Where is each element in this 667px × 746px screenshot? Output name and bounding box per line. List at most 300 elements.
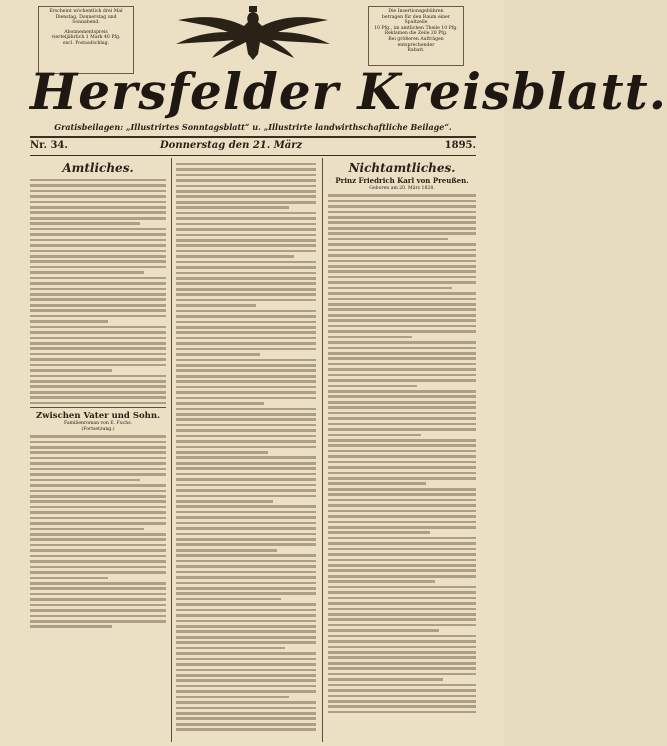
text-line	[30, 522, 166, 525]
text-line	[176, 467, 316, 470]
story-subtitle: Geboren am 20. März 1828.	[369, 186, 435, 191]
text-line	[176, 272, 316, 275]
text-line	[328, 325, 476, 328]
text-line	[30, 320, 108, 323]
text-line	[176, 522, 316, 525]
text-line	[328, 684, 476, 687]
text-line	[30, 239, 166, 242]
text-line	[328, 341, 476, 344]
text-line	[328, 553, 476, 556]
text-line	[30, 217, 166, 220]
text-line	[176, 462, 316, 465]
text-line	[30, 506, 166, 509]
box-line: Reklamen die Zeile 20 Pfg.	[384, 31, 448, 37]
text-line	[30, 604, 166, 607]
text-line	[176, 255, 294, 258]
text-line	[176, 331, 316, 334]
story-title: Zwischen Vater und Sohn.	[36, 411, 160, 422]
text-line	[176, 195, 316, 198]
text-line	[176, 717, 316, 720]
text-line	[328, 330, 476, 333]
text-line	[30, 260, 166, 263]
text-line	[328, 656, 476, 659]
text-line	[328, 194, 476, 197]
text-line	[30, 369, 112, 372]
text-line	[176, 669, 316, 672]
text-line	[30, 315, 166, 318]
text-line	[328, 477, 476, 480]
text-line	[30, 555, 166, 558]
text-line	[328, 200, 476, 203]
text-line	[328, 352, 476, 355]
text-line	[176, 223, 316, 226]
text-line	[328, 510, 476, 513]
text-line	[176, 484, 316, 487]
text-line	[30, 609, 166, 612]
text-line	[328, 238, 448, 241]
text-line	[328, 695, 476, 698]
text-line	[176, 277, 316, 280]
text-line	[30, 271, 144, 274]
box-line: Abonnementspreis	[64, 29, 108, 35]
text-line	[176, 620, 316, 623]
text-line	[30, 337, 166, 340]
text-line	[30, 462, 166, 465]
text-line	[328, 444, 476, 447]
text-line	[328, 608, 476, 611]
text-line	[176, 408, 316, 411]
text-line	[176, 163, 316, 166]
box-line: Rabatt.	[407, 48, 425, 54]
text-line	[328, 700, 476, 703]
text-line	[176, 348, 316, 351]
section-heading: Amtliches.	[62, 161, 134, 175]
text-line	[30, 233, 166, 236]
text-line	[328, 254, 476, 257]
text-line	[30, 566, 166, 569]
text-line	[328, 221, 476, 224]
text-line	[328, 390, 476, 393]
text-line	[328, 640, 476, 643]
text-line	[176, 424, 316, 427]
text-line	[30, 587, 166, 590]
text-line	[176, 206, 289, 209]
text-line	[176, 250, 316, 253]
text-line	[328, 629, 439, 632]
text-line	[328, 613, 476, 616]
text-line	[30, 385, 166, 388]
text-line	[30, 206, 166, 209]
text-line	[328, 466, 476, 469]
text-line	[176, 315, 316, 318]
text-line	[328, 559, 476, 562]
text-line	[176, 212, 316, 215]
text-line	[176, 543, 316, 546]
text-line	[30, 560, 166, 563]
text-line	[30, 549, 166, 552]
text-line	[30, 625, 112, 628]
text-line	[30, 364, 166, 367]
text-line	[328, 586, 476, 589]
column-official	[30, 160, 166, 740]
text-line	[328, 499, 476, 502]
text-line	[176, 364, 316, 367]
text-line	[30, 326, 166, 329]
text-line	[328, 319, 476, 322]
text-line	[328, 646, 476, 649]
text-line	[30, 298, 166, 301]
text-line	[30, 451, 166, 454]
text-line	[328, 493, 476, 496]
text-line	[176, 446, 316, 449]
text-line	[328, 673, 476, 676]
text-line	[30, 179, 166, 182]
text-line	[328, 385, 417, 388]
text-line	[176, 402, 264, 405]
text-line	[328, 542, 476, 545]
text-line	[176, 614, 316, 617]
text-line	[176, 685, 316, 688]
text-line	[328, 651, 476, 654]
text-line	[176, 647, 285, 650]
text-line	[30, 495, 166, 498]
text-line	[328, 575, 476, 578]
text-line	[176, 337, 316, 340]
text-line	[176, 185, 316, 188]
text-line	[176, 228, 316, 231]
text-line	[30, 347, 166, 350]
issue-date: Donnerstag den 21. März	[160, 140, 303, 151]
text-line	[176, 658, 316, 661]
text-line	[30, 190, 166, 193]
text-line	[328, 450, 476, 453]
text-line	[176, 473, 316, 476]
box-line: excl. Postaufschlag.	[62, 40, 110, 46]
text-line	[30, 402, 166, 405]
text-line	[176, 435, 316, 438]
box-line: 10 Pfg., im amtlichen Theile 10 Pfg.	[374, 25, 458, 31]
text-line	[30, 380, 166, 383]
text-line	[328, 482, 426, 485]
text-line	[328, 434, 421, 437]
text-line	[328, 602, 476, 605]
text-line	[30, 615, 166, 618]
text-line	[176, 413, 316, 416]
text-line	[328, 591, 476, 594]
text-line	[328, 624, 476, 627]
text-line	[30, 184, 166, 187]
text-line	[176, 630, 316, 633]
text-line	[328, 667, 476, 670]
text-line	[30, 222, 140, 225]
text-line	[328, 689, 476, 692]
text-line	[30, 266, 166, 269]
text-line	[176, 397, 316, 400]
text-line	[30, 255, 166, 258]
text-line	[176, 598, 281, 601]
text-line	[30, 484, 166, 487]
text-line	[328, 281, 476, 284]
text-line	[328, 472, 476, 475]
text-line	[176, 359, 316, 362]
text-line	[30, 396, 166, 399]
text-line	[30, 582, 166, 585]
text-line	[328, 662, 476, 665]
text-line	[328, 618, 476, 621]
text-line	[328, 401, 476, 404]
text-line	[30, 620, 166, 623]
text-line	[30, 309, 166, 312]
box-line: betragen für den Raum einer Spaltzeile	[381, 14, 451, 26]
text-line	[30, 544, 166, 547]
story-title: Prinz Friedrich Karl von Preußen.	[335, 176, 469, 185]
text-line	[176, 549, 277, 552]
text-line	[176, 168, 316, 171]
text-line	[328, 395, 476, 398]
box-line: vierteljährlich 1 Mark 40 Pfg.	[51, 35, 121, 41]
text-line	[176, 663, 316, 666]
text-line	[30, 468, 166, 471]
text-line	[30, 528, 144, 531]
text-line	[30, 457, 166, 460]
section-heading: Nichtamtliches.	[348, 161, 456, 175]
text-line	[176, 495, 316, 498]
text-line	[176, 342, 316, 345]
text-line	[176, 527, 316, 530]
text-line	[30, 517, 166, 520]
text-line	[30, 331, 166, 334]
text-line	[328, 428, 476, 431]
text-line	[176, 201, 316, 204]
text-line	[30, 511, 166, 514]
text-line	[176, 560, 316, 563]
text-line	[30, 500, 166, 503]
text-line	[176, 505, 316, 508]
text-line	[176, 674, 316, 677]
text-line	[328, 548, 476, 551]
text-line	[328, 243, 476, 246]
text-line	[328, 569, 476, 572]
text-line	[176, 310, 316, 313]
text-line	[30, 211, 166, 214]
text-line	[176, 641, 316, 644]
text-line	[176, 565, 316, 568]
text-line	[176, 179, 316, 182]
text-line	[30, 571, 166, 574]
text-line	[176, 375, 316, 378]
text-line	[30, 282, 166, 285]
text-line	[328, 287, 452, 290]
insertion-fees-box	[368, 6, 464, 66]
text-line	[176, 679, 316, 682]
text-line	[30, 277, 166, 280]
text-line	[30, 293, 166, 296]
text-line	[176, 538, 316, 541]
text-line	[328, 298, 476, 301]
text-line	[30, 250, 166, 253]
text-line	[328, 531, 430, 534]
text-line	[328, 260, 476, 263]
text-line	[30, 446, 166, 449]
text-line	[328, 232, 476, 235]
text-line	[176, 478, 316, 481]
text-line	[328, 249, 476, 252]
text-line	[176, 603, 316, 606]
text-line	[328, 270, 476, 273]
text-line	[176, 652, 316, 655]
text-line	[176, 418, 316, 421]
text-line	[328, 205, 476, 208]
text-line	[328, 504, 476, 507]
text-line	[328, 417, 476, 420]
text-line	[176, 391, 316, 394]
text-line	[176, 696, 289, 699]
text-line	[328, 336, 412, 339]
supplements-line: Gratisbeilagen: „Illustrirtes Sonntagsblatt“ u. „Illustrirte landwirthschaftliche Beilage“.	[54, 122, 452, 132]
text-line	[328, 308, 476, 311]
text-line	[30, 479, 140, 482]
text-line	[328, 537, 476, 540]
text-line	[30, 533, 166, 536]
text-line	[176, 429, 316, 432]
text-line	[328, 227, 476, 230]
text-line	[328, 678, 443, 681]
text-line	[328, 374, 476, 377]
text-line	[30, 228, 166, 231]
box-line: Erscheint wöchentlich drei Mal	[49, 9, 123, 14]
text-line	[176, 636, 316, 639]
text-line	[176, 293, 316, 296]
text-line	[176, 282, 316, 285]
text-line	[328, 216, 476, 219]
text-line	[176, 587, 316, 590]
text-line	[328, 406, 476, 409]
text-line	[176, 380, 316, 383]
text-line	[176, 456, 316, 459]
box-line: Die Insertionsgebühren	[388, 9, 444, 14]
text-line	[176, 266, 316, 269]
story-continuation: (Fortsetzung.)	[81, 426, 115, 432]
text-line	[328, 580, 435, 583]
text-line	[30, 538, 166, 541]
text-line	[176, 321, 316, 324]
masthead-title: Hersfelder Kreisblatt.	[30, 62, 667, 121]
text-line	[328, 303, 476, 306]
top-rule	[30, 136, 476, 138]
text-line	[328, 363, 476, 366]
text-line	[328, 439, 476, 442]
column-divider	[322, 158, 323, 742]
text-line	[328, 314, 476, 317]
text-line	[176, 690, 316, 693]
text-line	[30, 358, 166, 361]
bottom-rule	[30, 155, 476, 156]
text-line	[30, 490, 166, 493]
text-line	[328, 711, 476, 714]
text-line	[30, 441, 166, 444]
text-line	[328, 347, 476, 350]
issue-year: 1895.	[444, 140, 476, 151]
text-line	[176, 326, 316, 329]
column-middle	[176, 160, 316, 740]
text-line	[30, 201, 166, 204]
text-line	[30, 375, 166, 378]
text-line	[328, 488, 476, 491]
text-line	[328, 515, 476, 518]
text-line	[176, 707, 316, 710]
text-line	[176, 571, 316, 574]
text-line	[176, 554, 316, 557]
text-line	[30, 195, 166, 198]
text-line	[328, 276, 476, 279]
text-line	[328, 597, 476, 600]
text-line	[176, 353, 260, 356]
text-line	[176, 592, 316, 595]
text-line	[328, 357, 476, 360]
text-line	[176, 701, 316, 704]
text-line	[176, 288, 316, 291]
text-line	[328, 564, 476, 567]
text-line	[30, 473, 166, 476]
text-line	[30, 593, 166, 596]
text-line	[328, 379, 476, 382]
text-line	[176, 533, 316, 536]
text-line	[30, 342, 166, 345]
text-line	[176, 299, 316, 302]
text-line	[176, 451, 268, 454]
text-line	[176, 174, 316, 177]
text-line	[176, 440, 316, 443]
text-line	[328, 292, 476, 295]
text-line	[328, 521, 476, 524]
column-unofficial	[328, 160, 476, 740]
text-line	[30, 244, 166, 247]
text-line	[30, 577, 108, 580]
column-divider	[171, 158, 172, 742]
box-line: Dienstag, Donnerstag und Sonnabend.	[55, 14, 117, 26]
text-line	[30, 288, 166, 291]
text-line	[176, 609, 316, 612]
text-line	[176, 386, 316, 389]
text-line	[176, 244, 316, 247]
text-line	[176, 576, 316, 579]
text-line	[176, 239, 316, 242]
story-byline: Familienroman von E. Fuchs.	[63, 421, 133, 427]
text-line	[176, 516, 316, 519]
text-line	[176, 190, 316, 193]
text-line	[328, 635, 476, 638]
issue-number: Nr. 34.	[30, 140, 68, 151]
text-line	[176, 489, 316, 492]
text-line	[176, 511, 316, 514]
text-line	[176, 723, 316, 726]
text-line	[328, 265, 476, 268]
text-line	[30, 391, 166, 394]
text-line	[328, 455, 476, 458]
text-line	[328, 368, 476, 371]
text-line	[176, 712, 316, 715]
text-line	[30, 435, 166, 438]
text-line	[328, 705, 476, 708]
text-line	[30, 304, 166, 307]
text-line	[176, 369, 316, 372]
text-line	[176, 500, 273, 503]
text-line	[176, 234, 316, 237]
text-line	[328, 526, 476, 529]
text-line	[176, 304, 256, 307]
dateline	[30, 140, 476, 154]
text-line	[328, 412, 476, 415]
